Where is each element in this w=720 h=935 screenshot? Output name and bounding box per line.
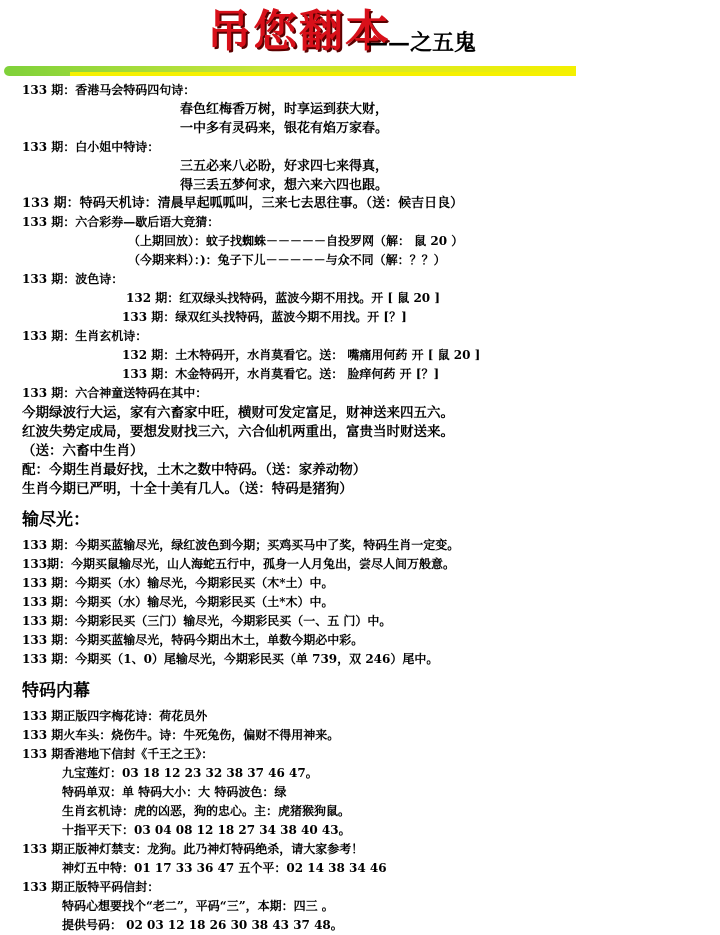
text-line: 特码心想要找个“老二”，平码“三”，本期：四三 。 — [62, 899, 334, 913]
text-line: 133 期：今期买蓝输尽光，特码今期出木土，单数今期必中彩。 — [22, 633, 364, 647]
text-line: 133 期火车头：烧伤牛。诗：牛死兔伤，偏财不得用神来。 — [22, 728, 340, 742]
text-line: 133 期：木金特码开，水肖莫看它。送： 脸痒何药 开 [？] — [122, 367, 440, 381]
decorative-stripe-highlight — [70, 72, 570, 76]
text-line: 神灯五中特：01 17 33 36 47 五个平：02 14 38 34 46 — [62, 861, 387, 875]
text-line: 得三丢五梦何求，想六来六四也跟。 — [180, 178, 389, 193]
text-line: 十指平天下：03 04 08 12 18 27 34 38 40 43。 — [62, 823, 351, 837]
text-line: （今期来料）：)：兔子下儿－－－－－与众不同（解：？？） — [128, 253, 446, 267]
page-title: 吊您翻本 — [207, 6, 391, 57]
text-line: 提供号码： 02 03 12 18 26 30 38 43 37 48。 — [62, 918, 343, 932]
page-subtitle: ——之五鬼 — [366, 30, 477, 56]
text-line: 133 期：绿双红头找特码，蓝波今期不用找。开 [？] — [122, 310, 407, 324]
text-line: 132 期：土木特码开，水肖莫看它。送： 嘴痛用何药 开 [ 鼠 20 ] — [122, 348, 481, 362]
text-line: 133 期正版神灯禁支：龙狗。此乃神灯特码绝杀，请大家参考！ — [22, 842, 364, 856]
text-line: 133 期：香港马会特码四句诗： — [22, 83, 196, 97]
text-line: 生肖玄机诗：虎的凶恶，狗的忠心。主：虎猪猴狗鼠。 — [62, 804, 351, 818]
text-line: 今期绿波行大运，家有六畜家中旺，横财可发定富足，财神送来四五六。 — [22, 405, 454, 421]
text-line: 133期：今期买鼠输尽光，山人海蛇五行中，孤身一人月兔出，尝尽人间万般意。 — [22, 557, 456, 571]
text-line: 133 期：今期彩民买（三门）输尽光，今期彩民买（一、五 门）中。 — [22, 614, 392, 628]
text-line: 133 期：生肖玄机诗： — [22, 329, 148, 343]
text-line: 132 期：红双绿头找特码，蓝波今期不用找。开 [ 鼠 20 ] — [126, 291, 440, 305]
text-line: 红波失势定成局，要想发财找三六，六合仙机两重出，富贵当时财送来。 — [22, 424, 454, 440]
text-line: 133 期：六合彩券—歇后语大竞猜： — [22, 215, 220, 229]
text-line: 133 期：白小姐中特诗： — [22, 140, 160, 154]
text-line: 133 期：特码天机诗：清晨早起呱呱叫，三来七去思往事。（送：候吉日良） — [22, 196, 464, 211]
text-line: 133 期：今期买（水）输尽光，今期彩民买（土*木）中。 — [22, 595, 334, 609]
section-heading: 特码内幕 — [22, 681, 90, 701]
text-line: 三五必来八必盼，好求四七来得真， — [180, 159, 389, 174]
text-line: 133 期：六合神童送特码在其中： — [22, 386, 208, 400]
text-line: 春色红梅香万树，时享运到获大财， — [180, 102, 389, 117]
text-line: （送：六畜中生肖） — [22, 443, 144, 459]
text-line: 生肖今期已严明，十全十美有几人。（送：特码是猪狗） — [22, 481, 353, 497]
text-line: 配：今期生肖最好找，土木之数中特码。（送：家养动物） — [22, 462, 367, 478]
page-header — [0, 0, 720, 82]
text-line: 133 期正版四字梅花诗：荷花员外 — [22, 709, 208, 723]
text-line: （上期回放）：蚊子找蜘蛛－－－－－自投罗网（解： 鼠 20 ） — [128, 234, 464, 248]
text-line: 133 期香港地下信封《千王之王》： — [22, 747, 214, 761]
text-line: 九宝莲灯：03 18 12 23 32 38 37 46 47。 — [62, 766, 318, 780]
text-line: 133 期：今期买（1、0）尾输尽光，今期彩民买（单 739，双 246）尾中。 — [22, 652, 439, 666]
text-line: 133 期：波色诗： — [22, 272, 124, 286]
text-line: 特码单双：单 特码大小：大 特码波色：绿 — [62, 785, 287, 799]
text-line: 133 期正版特平码信封： — [22, 880, 160, 894]
text-line: 一中多有灵码来，银花有焰万家春。 — [180, 121, 389, 136]
text-line: 133 期：今期买（水）输尽光，今期彩民买（木*土）中。 — [22, 576, 334, 590]
section-heading: 输尽光： — [22, 510, 90, 530]
text-line: 133 期：今期买蓝输尽光，绿红波色到今期；买鸡买马中了奖，特码生肖一定变。 — [22, 538, 460, 552]
